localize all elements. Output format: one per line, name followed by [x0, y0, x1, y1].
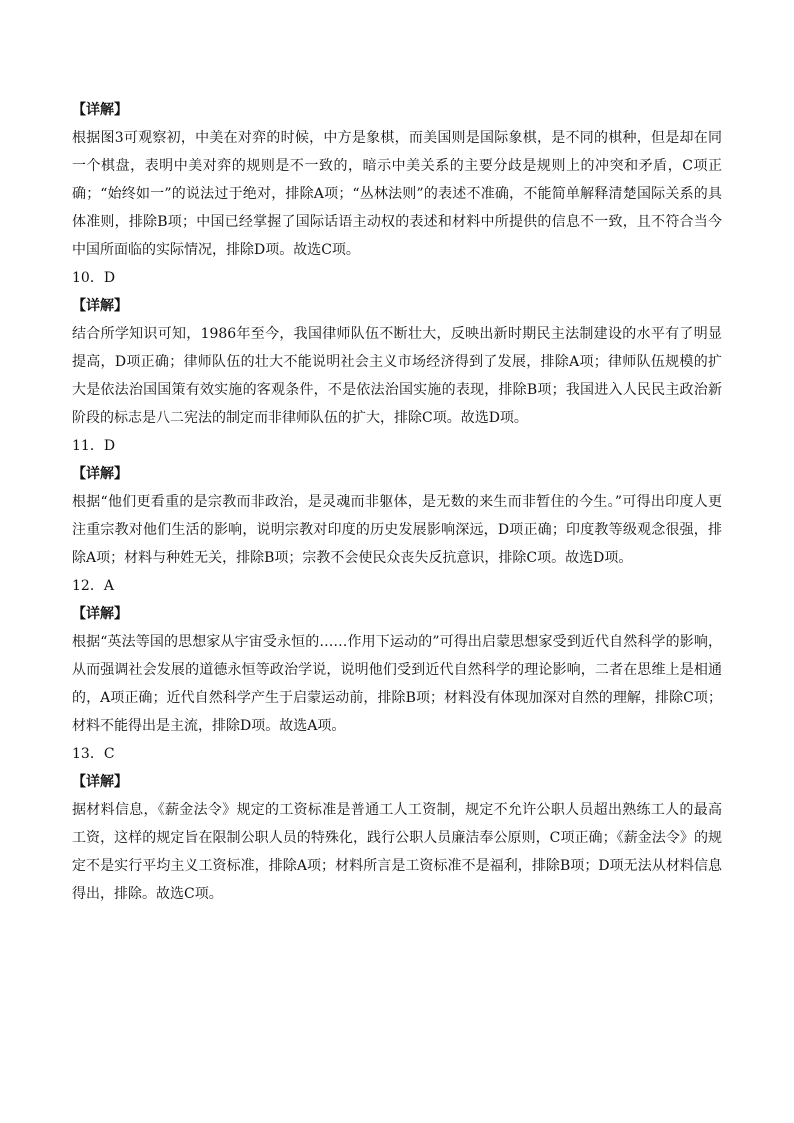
explanation-label: 【详解】 [72, 606, 128, 622]
document-page [72, 96, 722, 908]
answer-block-11 [72, 432, 722, 572]
explanation-text: 根据“他们更看重的是宗教而非政治，是灵魂而非躯体，是无数的来生而非暂住的今生。”可得出印度人更注重宗教对他们生活的影响，说明宗教对印度的历史发展影响深远，D项正确；印度教等级观念很强，排除A项；材料与种姓无关，排除B项；宗教不会使民众丧失反抗意识，排除C项。故选D项。 [72, 494, 722, 566]
explanation-text: 根据图3可观察初，中美在对弈的时候，中方是象棋，而美国则是国际象棋，是不同的棋种，但是却在同一个棋盘，表明中美对弈的规则是不一致的，暗示中美关系的主要分歧是规则上的冲突和矛盾，C项正确；“始终如一”的说法过于绝对，排除A项；“丛林法则”的表述不准确，不能简单解释清楚国际关系的具体准则，排除B项；中国已经掌握了国际话语主动权的表述和材料中所提供的信息不一致，且不符合当今中国所面临的实际情况，排除D项。故选C项。 [72, 130, 722, 258]
question-number: 11．D [72, 438, 116, 454]
explanation-label: 【详解】 [72, 466, 128, 482]
answer-block-13 [72, 740, 722, 908]
explanation-label: 【详解】 [72, 298, 128, 314]
question-number: 12．A [72, 578, 114, 594]
question-number: 10．D [72, 270, 116, 286]
explanation-text: 根据“英法等国的思想家从宇宙受永恒的……作用下运动的”可得出启蒙思想家受到近代自然科学的影响，从而强调社会发展的道德永恒等政治学说，说明他们受到近代自然科学的理论影响，二者在思维上是相通的，A项正确；近代自然科学产生于启蒙运动前，排除B项；材料没有体现加深对自然的理解，排除C项；材料不能得出是主流，排除D项。故选A项。 [72, 634, 722, 734]
answer-block-12 [72, 572, 722, 740]
explanation-label: 【详解】 [72, 774, 128, 790]
explanation-label: 【详解】 [72, 102, 128, 118]
question-number: 13．C [72, 746, 115, 762]
explanation-text: 据材料信息，《薪金法令》规定的工资标准是普通工人工资制，规定不允许公职人员超出熟练工人的最高工资，这样的规定旨在限制公职人员的特殊化，践行公职人员廉洁奉公原则，C项正确；《薪金法令》的规定不是实行平均主义工资标准，排除A项；材料所言是工资标准不是福利，排除B项；D项无法从材料信息得出，排除。故选C项。 [72, 802, 722, 902]
explanation-text: 结合所学知识可知，1986年至今，我国律师队伍不断壮大，反映出新时期民主法制建设的水平有了明显提高，D项正确；律师队伍的壮大不能说明社会主义市场经济得到了发展，排除A项；律师队伍规模的扩大是依法治国国策有效实施的客观条件，不是依法治国实施的表现，排除B项；我国进入人民民主政治新阶段的标志是八二宪法的制定而非律师队伍的扩大，排除C项。故选D项。 [72, 326, 722, 426]
answer-block-9 [72, 96, 722, 264]
answer-block-10 [72, 264, 722, 432]
